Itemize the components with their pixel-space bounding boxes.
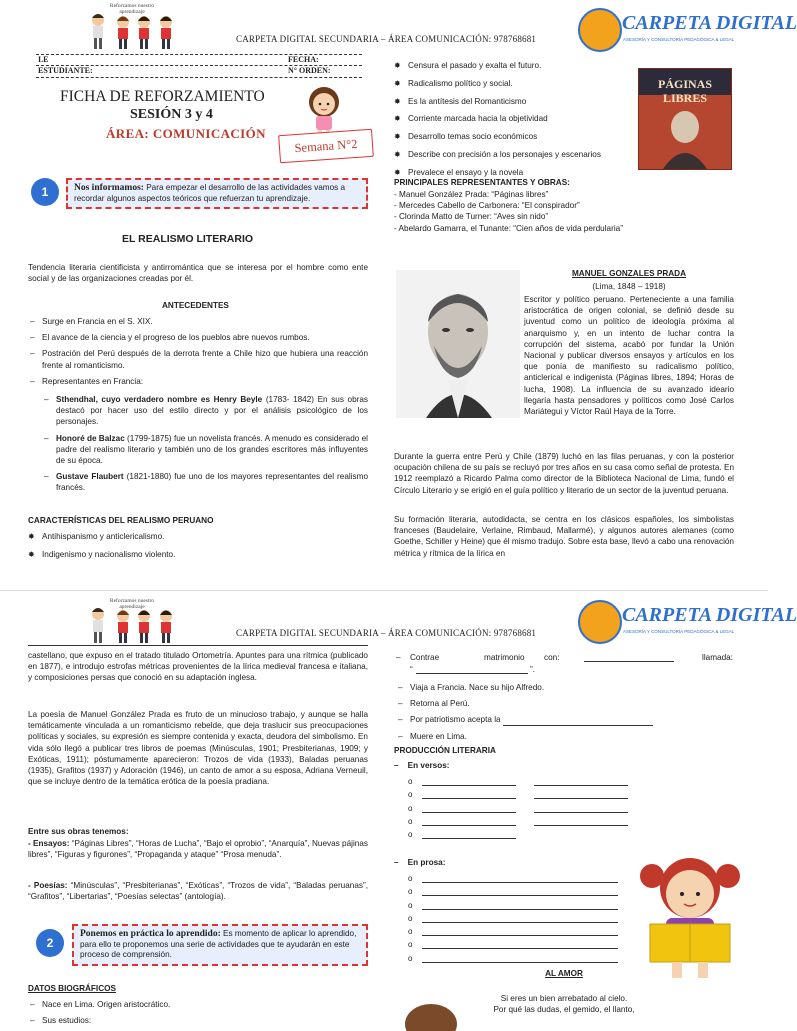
- logo-word: CARPETA DIGITAL: [622, 12, 797, 34]
- poem-title: AL AMOR: [545, 969, 583, 978]
- author-desc: (1783- 1842) En sus obras destacó por hacer uso del estilo directo y por el análisis psicológico de los personajes.: [56, 395, 368, 427]
- prada-bio-continued: castellano, que expuso en el tratado titulado Ortometría. Apuntes para una rítmica (publicado en 1877), e introdujo estrofas métricas provenientes de la lírica medieval francesa e italiana, y composiciones persas que conoció en su adaptación inglesa.: [28, 651, 368, 683]
- blank-row: o: [408, 886, 648, 899]
- caracteristicas-list-right: [394, 60, 634, 185]
- answer-blank[interactable]: [422, 803, 516, 813]
- matrimonio-word: con:: [544, 653, 560, 662]
- label-estudiante: ESTUDIANTE:: [38, 66, 93, 75]
- answer-blank[interactable]: [422, 816, 516, 826]
- poem-illustration: [404, 1002, 458, 1024]
- list-item: - Clorinda Matto de Turner: “Aves sin nido”: [394, 212, 549, 222]
- answer-blank[interactable]: [534, 776, 628, 786]
- author-desc: (1821-1880) fue uno de los mayores representantes del realismo francés.: [56, 472, 368, 493]
- page-separator: [0, 590, 768, 591]
- realismo-heading: EL REALISMO LITERARIO: [122, 233, 254, 245]
- answer-blank[interactable]: [422, 776, 516, 786]
- answer-blank[interactable]: [534, 789, 628, 799]
- poesias-label: - Poesías:: [28, 881, 68, 890]
- list-item: - Mercedes Cabello de Carbonera: “El conspirador”: [394, 201, 580, 211]
- prada-bio-part-2: Durante la guerra entre Perú y Chile (1879) luchó en las filas peruanas, y con la posterior ocupación chilena de su país se recluyó por tres años en su casa como señal de protesta. En 1912 reemplazó a Ricardo Palma como director de la Biblioteca Nacional de Lima, fundó el Círculo Literario y se erigió en el guía político y literario de un sector de la juventud peruana.: [394, 452, 734, 495]
- student-form: [36, 54, 362, 80]
- obras-ensayos: [28, 838, 368, 860]
- kids-caption-line: Reforzamos nuestro: [109, 598, 155, 604]
- en-versos-text: En versos:: [407, 761, 450, 770]
- author-desc: (1799-1875) fue un novelista francés. A menudo es considerado el padre del realismo literario y también uno de los grandes escritores más influyentes de su época.: [56, 433, 368, 466]
- list-item: ✸ Es la antítesis del Romanticismo: [394, 96, 634, 107]
- list-item: [28, 471, 368, 493]
- book-cover-title: PÁGINAS LIBRES: [657, 77, 712, 105]
- blank-row: o: [408, 776, 648, 789]
- answer-blank[interactable]: [534, 803, 628, 813]
- list-item: ✸ Desarrollo temas socio económicos: [394, 131, 634, 142]
- blank-row: o: [408, 816, 648, 829]
- info-box-nos-informamos: [66, 178, 368, 209]
- list-item: ✸ Radicalismo político y social.: [394, 78, 634, 89]
- step-number-badge: 1: [31, 178, 59, 206]
- versos-blanks: [408, 776, 648, 842]
- representantes-list: [394, 189, 734, 234]
- answer-blank[interactable]: [534, 816, 628, 826]
- answer-blank[interactable]: [422, 953, 618, 963]
- representantes-francia-list: [28, 394, 368, 499]
- list-item: [396, 714, 736, 725]
- label-orden: N° ORDEN:: [288, 66, 331, 75]
- kids-caption-line: Reforzamos nuestro: [109, 3, 155, 9]
- poem-line: Si eres un bien arrebatado al cielo.: [500, 994, 628, 1003]
- spouse-name-blank[interactable]: [416, 664, 528, 674]
- session-title: SESIÓN 3 y 4: [130, 107, 213, 122]
- matrimonio-word: Contrae: [410, 653, 440, 662]
- logo-emblem-icon: [578, 600, 622, 644]
- step-number-badge: 2: [36, 929, 64, 957]
- author-name: Gustave Flaubert: [56, 472, 124, 482]
- carpeta-digital-logo: [578, 600, 797, 644]
- answer-blank[interactable]: [422, 829, 516, 839]
- list-item: – Nace en Lima. Origen aristocrático.: [28, 999, 368, 1010]
- label-ie: I.E: [38, 55, 49, 64]
- week-badge: [278, 129, 374, 163]
- answer-blank[interactable]: [422, 789, 516, 799]
- list-item: ✸ Corriente marcada hacia la objetividad: [394, 113, 634, 124]
- en-prosa-label: – En prosa:: [394, 858, 446, 867]
- list-item: ✸ Censura el pasado y exalta el futuro.: [394, 60, 634, 71]
- prosa-blanks: [408, 873, 648, 966]
- ensayos-label: - Ensayos:: [28, 839, 70, 848]
- answer-blank[interactable]: [422, 913, 618, 923]
- antecedentes-list: [28, 316, 368, 392]
- prada-bio-part-1: Escritor y político peruano. Perteneciente a una familia aristocrática de origen colonial, se definió desde su juventud como un político de ideología próxima al anarquismo y, en un intento de luchar contra la corrupción del sistema, acabó por fundar la Unión Nacional y publicar diversos ensayos y artículos en los que ponía de manifiesto su radicalismo político, anticlerical e indigenista (Páginas libres, 1894; Horas de lucha, 1908). La influencia de su avanzado ideario llegaría hasta pensadores y políticos como José Carlos Mariátegui y Víctor Raúl Haya de la Torre.: [524, 295, 734, 417]
- caracteristicas-list-left: [28, 531, 368, 567]
- list-item: – Representantes en Francia:: [28, 376, 368, 387]
- blank-row: o: [408, 953, 648, 966]
- kids-caption-line: aprendizaje: [119, 604, 145, 610]
- answer-blank[interactable]: [422, 873, 618, 883]
- datos-list: [28, 999, 368, 1031]
- carpeta-digital-logo: [578, 8, 797, 52]
- kids-illustration: [88, 12, 184, 52]
- matrimonio-word: matrimonio: [484, 653, 525, 662]
- logo-subtitle: ASESORÍA Y CONSULTORÍA PEDAGÓGICA & LEGAL: [623, 37, 735, 42]
- blank-row: o: [408, 873, 648, 886]
- list-item: ✸ Prevalece el ensayo y la novela: [394, 167, 634, 178]
- list-item: – Postración del Perú después de la derrota frente a Chile hizo que hubiera una reacción frente al romanticismo.: [28, 348, 368, 370]
- caracteristicas-heading: CARACTERÍSTICAS DEL REALISMO PERUANO: [28, 516, 214, 525]
- header-divider: [28, 645, 368, 646]
- logo-emblem-icon: [578, 8, 622, 52]
- en-versos-label: – En versos:: [394, 761, 450, 770]
- reading-girl-illustration: [632, 852, 748, 982]
- spouse-blank[interactable]: [584, 652, 674, 662]
- logo-word: CARPETA DIGITAL: [622, 604, 797, 626]
- list-item: – Muere en Lima.: [396, 731, 736, 742]
- biografia-list: [396, 682, 736, 747]
- ensayos-list: “Páginas Libres”, “Horas de Lucha”, “Bajo el oprobio”, “Anarquía”, Nuevas pájinas libres”, “Figuras y figurones”, “Propaganda y ataque” “Prosa menuda”.: [28, 839, 368, 860]
- header-title: CARPETA DIGITAL SECUNDARIA – ÁREA COMUNICACIÓN: 978768681: [236, 628, 537, 638]
- en-prosa-text: En prosa:: [407, 858, 446, 867]
- list-item: ✸ Indigenismo y nacionalismo violento.: [28, 549, 368, 560]
- list-item: – Retorna al Perú.: [396, 698, 736, 709]
- list-item: [28, 433, 368, 467]
- patriotismo-label: Por patriotismo acepta la: [410, 715, 501, 725]
- logo-subtitle: ASESORÍA Y CONSULTORÍA PEDAGÓGICA & LEGAL: [623, 629, 735, 634]
- label-fecha: FECHA:: [288, 55, 319, 64]
- answer-blank[interactable]: [422, 926, 618, 936]
- answer-blank[interactable]: [422, 886, 618, 896]
- prada-dates: (Lima, 1848 – 1918): [592, 282, 666, 291]
- author-name: Honoré de Balzac: [56, 433, 125, 443]
- list-item: – Surge en Francia en el S. XIX.: [28, 316, 368, 327]
- kids-illustration: [88, 606, 184, 646]
- produccion-heading: PRODUCCIÓN LITERARIA: [394, 746, 496, 755]
- area-title: ÁREA: COMUNICACIÓN: [106, 126, 266, 141]
- realismo-intro: Tendencia literaria cientificista y antirromántica que se interesa por el hombre como ente social y de las organizaciones creadas por él.: [28, 263, 368, 284]
- blank-row: o: [408, 829, 648, 842]
- info-box-lead: Nos informamos:: [74, 183, 144, 193]
- portrait-prada-image: [396, 270, 520, 418]
- info-box-lead: Ponemos en práctica lo aprendido:: [80, 929, 221, 939]
- obras-poesias: [28, 880, 368, 902]
- author-name: Sthendhal, cuyo verdadero nombre es Henry Beyle: [56, 395, 263, 404]
- list-item: - Manuel González Prada: “Páginas libres”: [394, 190, 549, 199]
- list-item: - Abelardo Gamarra, el Tunante: “Cien años de vida perdularia”: [394, 223, 623, 233]
- info-box-text: Es momento de aplicar lo aprendido, para ello te proponemos una serie de actividades que te ayudarán en este proceso de comprensión.: [80, 929, 357, 959]
- list-item: – El avance de la ciencia y el progreso de los pueblos abre nuevos rumbos.: [28, 332, 368, 343]
- list-item: – Viaja a Francia. Nace su hijo Alfredo.: [396, 682, 736, 693]
- list-item: [28, 394, 368, 428]
- girl-illustration: [300, 82, 348, 138]
- answer-blank[interactable]: [422, 900, 618, 910]
- info-box-text: Para empezar el desarrollo de las actividades vamos a recordar algunos aspectos teóricos que refuerzan tu aprendizaje.: [74, 183, 346, 203]
- book-cover-image: [638, 68, 732, 170]
- antecedentes-heading: ANTECEDENTES: [162, 301, 229, 310]
- kids-caption-line: aprendizaje: [119, 9, 145, 15]
- list-item: – Sus estudios:: [28, 1015, 368, 1026]
- blank-row: o: [408, 803, 648, 816]
- list-item: ✸ Describe con precisión a los personajes y escenarios: [394, 149, 634, 160]
- matrimonio-word: llamada:: [702, 653, 733, 662]
- blank-row: o: [408, 913, 648, 926]
- prada-name: MANUEL GONZALES PRADA: [571, 269, 687, 278]
- blank-row: o: [408, 926, 648, 939]
- blank-row: o: [408, 939, 648, 952]
- poesias-list: “Minúsculas”, “Presbiterianas”, “Exóticas”, “Trozos de vida”, “Baladas peruanas”, “Grafitos”, “Libertarias”, “Poesías selectas” (antología).: [28, 881, 368, 902]
- obras-heading: Entre sus obras tenemos:: [28, 827, 129, 836]
- week-label: Semana N°2: [294, 136, 358, 156]
- answer-blank[interactable]: [422, 939, 618, 949]
- blank-row: o: [408, 789, 648, 802]
- info-box-ponemos-en-practica: [72, 924, 368, 966]
- prada-poetry-paragraph: La poesía de Manuel González Prada es fruto de un minucioso trabajo, y aunque se halla temáticamente vinculada a un romanticismo rebelde, que deja traslucir sus preocupaciones políticas y sociales, su expresión es siempre contenida y exacta, deudora del simbolismo. En vida sólo llegó a publicar tres libros de poemas (Minúsculas, 1901; Presbiterianas, 1909; y Exóticas, 1911); póstumamente aparecieron: Trozos de vida (1933), Baladas peruanas (1935), Grafitos (1937) y Adoración (1946), un canto de amor a su esposa, Adriana Verneuil, que se incluye dentro de la temática erótica de la poesía pradiana.: [28, 710, 368, 787]
- header-title: CARPETA DIGITAL SECUNDARIA – ÁREA COMUNICACIÓN: 978768681: [236, 34, 537, 44]
- datos-heading: DATOS BIOGRÁFICOS: [28, 984, 116, 993]
- list-item: ✸ Antihispanismo y anticlericalismo.: [28, 531, 368, 542]
- poem-line: Por qué las dudas, el gemido, el llanto,: [493, 1005, 635, 1015]
- patriotismo-blank[interactable]: [503, 716, 653, 726]
- prada-bio-part-3: Su formación literaria, autodidacta, se centra en los clásicos españoles, los simbolistas franceses (Baudelaire, Verlaine, Rimbaud, Mallarmé), y algunos autores alemanes (como Goethe, Schiller y Heine) que él mismo tradujo. Sobre esta base, llevó a cabo una renovación métrica y rítmica de la lírica en: [394, 515, 734, 558]
- blank-row: o: [408, 900, 648, 913]
- ficha-title: FICHA DE REFORZAMIENTO: [60, 88, 265, 105]
- representantes-heading: PRINCIPALES REPRESENTANTES Y OBRAS:: [394, 178, 570, 187]
